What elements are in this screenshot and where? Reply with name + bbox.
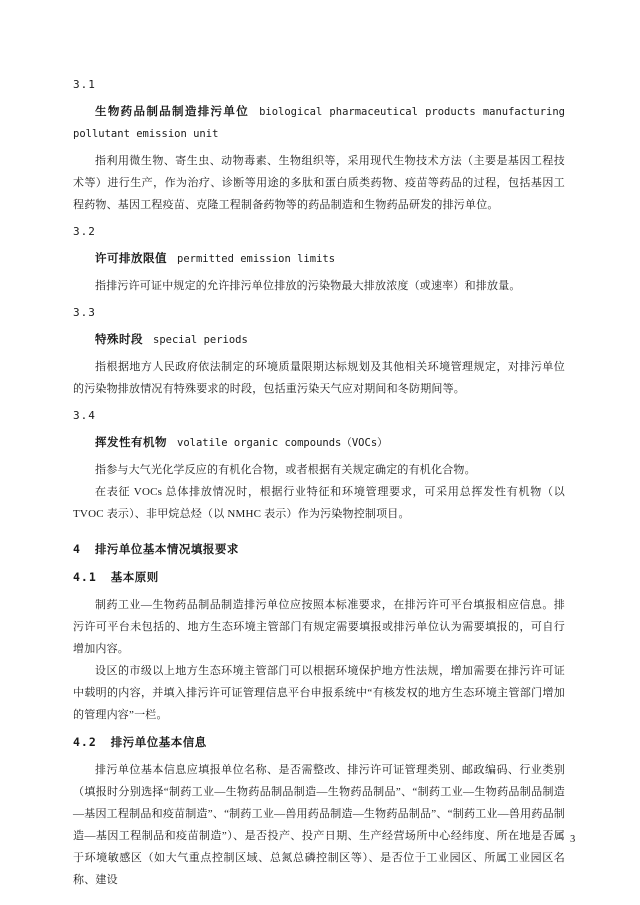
section-heading-4 (73, 538, 565, 561)
term-cn-3-2: 许可排放限值 (95, 253, 167, 265)
definition-3-1: 指利用微生物、寄生虫、动物毒素、生物组织等，采用现代生物技术方法（主要是基因工程技术等）进行生产，作为治疗、诊断等用途的多肽和蛋白质类药物、疫苗等药品的过程，包括基因工程药物、基因工程疫苗、克隆工程制备药物等的药品制造和生物药品研发的排污单位。 (73, 155, 565, 211)
clause-number-3-4: 3.4 (73, 409, 96, 422)
term-heading-3-4 (73, 432, 565, 454)
term-cn-3-3: 特殊时段 (95, 334, 143, 346)
term-en-3-2: permitted emission limits (177, 253, 336, 265)
section-heading-4-2 (73, 731, 565, 754)
section-4-1-paragraph-2: 设区的市级以上地方生态环境主管部门可以根据环境保护地方性法规，增加需要在排污许可证中载明的内容，并填入排污许可证管理信息平台申报系统中“有核发权的地方生态环境主管部门增加的管理内容”一栏。 (73, 665, 565, 721)
section-heading-4-1 (73, 566, 565, 589)
clause-number-3-1: 3.1 (73, 78, 96, 91)
section-number-4-1: 4.1 (73, 570, 97, 584)
definition-3-4-p2: 在表征 VOCs 总体排放情况时，根据行业特征和环境管理要求，可采用总挥发性有机物（以 TVOC 表示）、非甲烷总烃（以 NMHC 表示）作为污染物控制项目。 (73, 486, 565, 520)
section-title-4: 排污单位基本情况填报要求 (94, 544, 239, 556)
clause-number-3-3: 3.3 (73, 306, 96, 319)
term-en-3-1: biological pharmaceutical products manufacturing pollutant emission unit (73, 106, 566, 140)
section-title-4-1: 基本原则 (110, 572, 159, 584)
section-4-2-paragraph-1: 排污单位基本信息应填报单位名称、是否需整改、排污许可证管理类别、邮政编码、行业类别（填报时分别选择“制药工业—生物药品制品制造—生物药品制品”、“制药工业—生物药品制品制造—基因工程制品和疫苗制造”、“制药工业—兽用药品制造—生物药品制品”、“制药工业—兽用药品制造—基因工程制品和疫苗制造”）、是否投产、投产日期、生产经营场所中心经纬度、所在地是否属于环境敏感区（如大气重点控制区域、总氮总磷控制区等）、是否位于工业园区、所属工业园区名称、建设 (73, 764, 565, 886)
term-cn-3-1: 生物药品制品制造排污单位 (95, 106, 250, 118)
term-heading-3-1 (73, 101, 565, 145)
definition-3-3: 指根据地方人民政府依法制定的环境质量限期达标规划及其他相关环境管理规定，对排污单位的污染物排放情况有特殊要求的时段，包括重污染天气应对期间和冬防期间等。 (73, 361, 565, 395)
term-heading-3-3 (73, 329, 565, 351)
term-en-3-4: volatile organic compounds（VOCs） (177, 437, 388, 449)
section-number-4: 4 (73, 542, 81, 556)
section-number-4-2: 4.2 (73, 735, 97, 749)
page-number: 3 (570, 834, 576, 845)
clause-number-3-2: 3.2 (73, 225, 96, 238)
section-title-4-2: 排污单位基本信息 (110, 737, 207, 749)
term-cn-3-4: 挥发性有机物 (95, 437, 167, 449)
definition-3-4-p1: 指参与大气光化学反应的有机化合物，或者根据有关规定确定的有机化合物。 (95, 464, 476, 476)
page-content (73, 69, 565, 891)
term-en-3-3: special periods (153, 334, 248, 346)
section-4-1-paragraph-1: 制药工业—生物药品制品制造排污单位应按照本标准要求，在排污许可平台填报相应信息。排污许可平台未包括的、地方生态环境主管部门有规定需要填报或排污单位认为需要填报的，可自行增加内容。 (73, 599, 565, 655)
term-heading-3-2 (73, 248, 565, 270)
definition-3-2: 指排污许可证中规定的允许排污单位排放的污染物最大排放浓度（或速率）和排放量。 (95, 280, 521, 292)
